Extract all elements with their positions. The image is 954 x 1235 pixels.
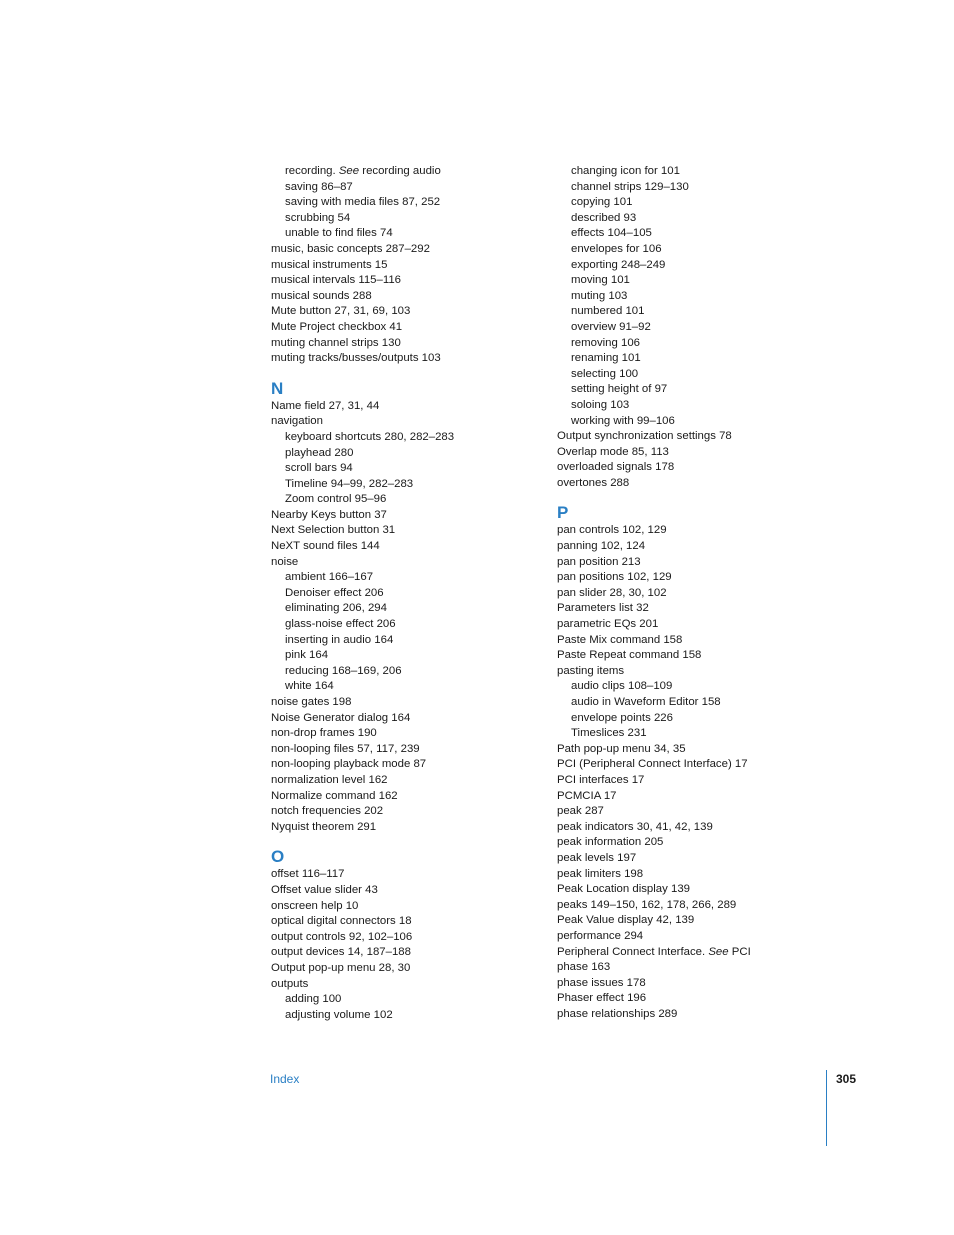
index-subentry: scrubbing 54	[285, 211, 351, 224]
index-subentry: setting height of 97	[571, 383, 668, 396]
index-entry: notch frequencies 202	[271, 805, 384, 818]
index-entry: panning 102, 124	[557, 540, 646, 553]
index-subentry: numbered 101	[571, 305, 645, 318]
footer-divider	[826, 1070, 827, 1146]
index-entry: offset 116–117	[271, 868, 345, 881]
index-entry: PCI interfaces 17	[557, 773, 645, 786]
page-number: 305	[836, 1072, 857, 1086]
index-entry: phase issues 178	[557, 976, 646, 989]
index-entry: noise gates 198	[271, 696, 352, 708]
index-entry: Normalize command 162	[271, 789, 398, 802]
index-column-left	[271, 164, 571, 1023]
index-subentry: unable to find files 74	[285, 227, 393, 240]
index-entry: phase 163	[557, 961, 611, 974]
index-entry: Overlap mode 85, 113	[557, 445, 669, 458]
index-subentry: playhead 280	[285, 446, 354, 459]
footer-section-label: Index	[270, 1072, 300, 1086]
index-subentry: ambient 166–167	[285, 571, 374, 584]
index-entry: Paste Mix command 158	[557, 633, 683, 646]
index-entry: Nyquist theorem 291	[271, 820, 377, 833]
index-entry: onscreen help 10	[271, 899, 359, 912]
index-entry: peak information 205	[557, 836, 664, 849]
index-entry: peak 287	[557, 805, 604, 818]
index-subentry: selecting 100	[571, 367, 639, 380]
index-subentry: exporting 248–249	[571, 258, 666, 271]
index-entry: musical instruments 15	[271, 258, 388, 271]
index-subentry: working with 99–106	[571, 414, 675, 427]
index-subentry: Zoom control 95–96	[285, 493, 387, 506]
index-entry: output controls 92, 102–106	[271, 930, 413, 943]
index-subentry: Timeline 94–99, 282–283	[285, 477, 414, 490]
index-entry: Phaser effect 196	[557, 992, 647, 1005]
index-subentry: copying 101	[571, 196, 633, 209]
index-subentry: adjusting volume 102	[285, 1008, 393, 1021]
index-subentry: described 93	[571, 211, 637, 224]
index-entry: Next Selection button 31	[271, 524, 396, 537]
index-entry: pan position 213	[557, 555, 641, 568]
index-entry: Mute Project checkbox 41	[271, 320, 403, 333]
index-entry: non-looping playback mode 87	[271, 758, 427, 771]
index-entry: outputs	[271, 977, 309, 990]
index-subentry: saving with media files 87, 252	[285, 196, 441, 209]
index-entry: peaks 149–150, 162, 178, 266, 289	[557, 898, 737, 911]
index-subentry: Denoiser effect 206	[285, 586, 384, 599]
index-entry: musical sounds 288	[271, 289, 372, 302]
see-reference: See	[338, 165, 360, 177]
index-subentry: eliminating 206, 294	[285, 602, 387, 615]
index-subentry: audio clips 108–109	[571, 680, 673, 693]
index-subentry: glass-noise effect 206	[285, 618, 396, 631]
index-entry: Output pop-up menu 28, 30	[271, 961, 411, 974]
index-subentry: keyboard shortcuts 280, 282–283	[285, 430, 455, 443]
index-entry: Output synchronization settings 78	[557, 430, 732, 443]
see-target: PCI	[728, 945, 751, 958]
index-subentry: changing icon for 101	[571, 165, 680, 177]
index-entry: peak levels 197	[557, 851, 637, 864]
index-entry: PCI (Peripheral Connect Interface) 17	[557, 758, 748, 771]
index-entry: Paste Repeat command 158	[557, 649, 702, 662]
index-entry: Parameters list 32	[557, 602, 649, 615]
index-subentry: inserting in audio 164	[285, 633, 394, 646]
index-subentry: audio in Waveform Editor 158	[571, 696, 721, 708]
index-entry: phase relationships 289	[557, 1007, 678, 1020]
index-entry: musical intervals 115–116	[271, 274, 402, 287]
entry-text: Peripheral Connect Interface.	[557, 945, 709, 958]
index-entry: performance 294	[557, 929, 644, 942]
index-letter-heading: P	[557, 503, 569, 523]
index-entry	[557, 945, 857, 961]
index-entry: pan controls 102, 129	[557, 524, 667, 537]
see-target: recording audio	[359, 165, 441, 177]
index-subentry: white 164	[285, 680, 334, 693]
index-subentry: muting 103	[571, 289, 628, 302]
index-column-right	[557, 164, 857, 1022]
index-entry: noise	[271, 555, 299, 568]
index-subentry: effects 104–105	[571, 227, 652, 240]
index-entry: non-drop frames 190	[271, 727, 377, 740]
index-subentry: overview 91–92	[571, 320, 651, 333]
index-subentry: Timeslices 231	[571, 727, 647, 740]
index-subentry: adding 100	[285, 993, 342, 1006]
index-entry: Name field 27, 31, 44	[271, 399, 380, 412]
index-entry: overtones 288	[557, 476, 630, 489]
index-subentry: soloing 103	[571, 398, 630, 411]
index-subentry: removing 106	[571, 336, 641, 349]
index-entry: navigation	[271, 415, 323, 428]
index-entry: pan positions 102, 129	[557, 571, 672, 584]
index-entry: Nearby Keys button 37	[271, 508, 387, 521]
index-subentry: envelope points 226	[571, 711, 673, 724]
index-entry: Mute button 27, 31, 69, 103	[271, 305, 411, 318]
index-entry: parametric EQs 201	[557, 618, 659, 631]
index-entry: non-looping files 57, 117, 239	[271, 742, 420, 755]
index-entry: overloaded signals 178	[557, 461, 675, 474]
index-subentry	[271, 164, 571, 180]
index-entry: Path pop-up menu 34, 35	[557, 742, 686, 755]
index-entry: pasting items	[557, 664, 625, 677]
see-reference: See	[708, 945, 729, 958]
index-letter-heading: O	[271, 847, 285, 867]
index-entry: Peak Value display 42, 139	[557, 914, 695, 927]
index-entry: peak limiters 198	[557, 867, 644, 880]
index-entry: peak indicators 30, 41, 42, 139	[557, 820, 713, 833]
index-subentry: saving 86–87	[285, 180, 353, 193]
index-entry: PCMCIA 17	[557, 789, 617, 802]
index-entry: optical digital connectors 18	[271, 915, 412, 928]
index-entry: muting channel strips 130	[271, 336, 401, 349]
index-entry: NeXT sound files 144	[271, 540, 380, 553]
entry-text: recording.	[285, 165, 339, 177]
index-entry: normalization level 162	[271, 773, 388, 786]
index-entry: Peak Location display 139	[557, 883, 690, 896]
index-subentry: pink 164	[285, 649, 329, 662]
index-entry: Offset value slider 43	[271, 883, 378, 896]
index-entry: pan slider 28, 30, 102	[557, 586, 667, 599]
index-entry: output devices 14, 187–188	[271, 946, 411, 959]
index-entry: muting tracks/busses/outputs 103	[271, 352, 441, 365]
index-subentry: scroll bars 94	[285, 462, 353, 475]
index-entry: music, basic concepts 287–292	[271, 242, 430, 255]
index-subentry: renaming 101	[571, 352, 641, 365]
index-subentry: moving 101	[571, 274, 630, 287]
index-subentry: reducing 168–169, 206	[285, 664, 402, 677]
index-subentry: envelopes for 106	[571, 242, 662, 255]
index-letter-heading: N	[271, 378, 284, 398]
index-subentry: channel strips 129–130	[571, 180, 689, 193]
index-entry: Noise Generator dialog 164	[271, 711, 411, 724]
